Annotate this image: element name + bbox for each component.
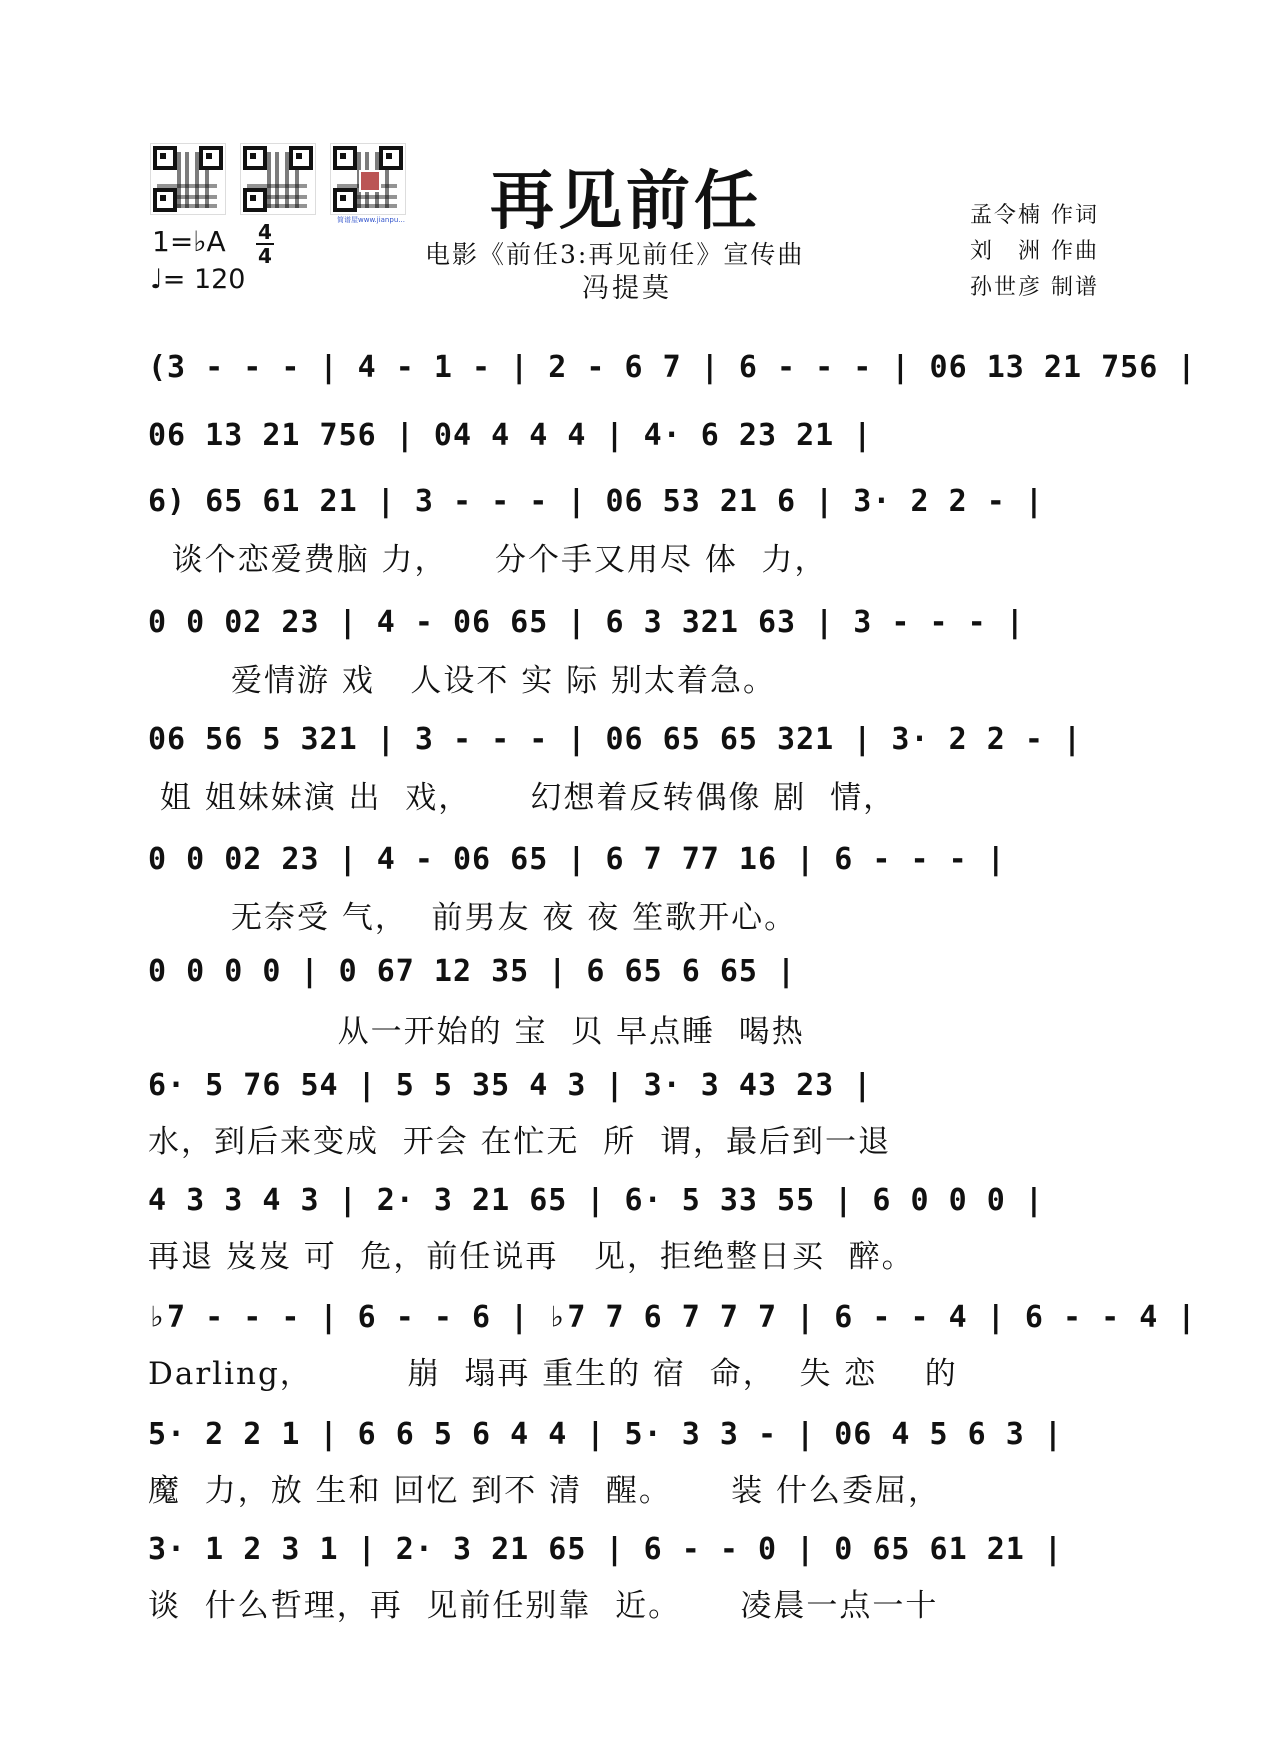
notes-line: 5· 2 2 1 | 6 6 5 6 4 4 | 5· 3 3 - | 06 4 5 6 3 | xyxy=(148,1417,1063,1452)
time-signature-top: 4 xyxy=(258,220,272,244)
notes-line: 0 0 0 0 | 0 67 12 35 | 6 65 6 65 | xyxy=(148,954,797,989)
lyrics-line: 魔 力，放 生和 回忆 到不 清 醒。 装 什么委屈， xyxy=(148,1473,941,1509)
subtitle: 电影《前任3:再见前任》宣传曲 xyxy=(425,240,805,269)
notes-line: 6) 65 61 21 | 3 - - - | 06 53 21 6 | 3· 2 2 - | xyxy=(148,484,1044,519)
lyrics-line: 谈 什么哲理，再 见前任别靠 近。 凌晨一点一十 xyxy=(148,1588,939,1624)
lyrics-line: 爱情游 戏 人设不 实 际 别太着急。 xyxy=(148,663,776,699)
page-title: 再见前任 xyxy=(490,165,762,239)
lyrics-line: 谈个恋爱费脑 力， 分个手又用尽 体 力， xyxy=(148,542,828,578)
lyrics-line: 水，到后来变成 开会 在忙无 所 谓，最后到一退 xyxy=(148,1124,891,1160)
notes-line: (3 - - - | 4 - 1 - | 2 - 6 7 | 6 - - - | 06 13 21 756 | xyxy=(148,350,1197,385)
qr-code-2[interactable] xyxy=(240,143,316,215)
arranger: 孙世彦 制谱 xyxy=(970,275,1099,300)
lyrics-line: Darling， 崩 塌再 重生的 宿 命， 失 恋 的 xyxy=(148,1356,958,1392)
time-signature xyxy=(256,222,274,266)
notes-line: 0 0 02 23 | 4 - 06 65 | 6 7 77 16 | 6 - - - | xyxy=(148,842,1006,877)
lyricist: 孟令楠 作词 xyxy=(970,203,1099,228)
lyrics-line: 姐 姐妹妹演 出 戏， 幻想着反转偶像 剧 情， xyxy=(148,780,897,816)
notes-line: 06 13 21 756 | 04 4 4 4 | 4· 6 23 21 | xyxy=(148,418,873,453)
singer: 冯提莫 xyxy=(582,273,672,304)
qr-code-3[interactable] xyxy=(330,143,406,215)
tempo: ♩= 120 xyxy=(150,264,246,295)
lyrics-line: 无奈受 气， 前男友 夜 夜 笙歌开心。 xyxy=(148,900,798,936)
lyrics-line: 再退 岌岌 可 危，前任说再 见，拒绝整日买 醉。 xyxy=(148,1239,915,1275)
credits xyxy=(970,198,1099,306)
qr-code-1[interactable] xyxy=(150,143,226,215)
notes-line: 4 3 3 4 3 | 2· 3 21 65 | 6· 5 33 55 | 6 0 0 0 | xyxy=(148,1183,1044,1218)
notes-line: 0 0 02 23 | 4 - 06 65 | 6 3 321 63 | 3 - - - | xyxy=(148,605,1025,640)
qr-logo-icon xyxy=(359,170,381,192)
notes-line: ♭7 - - - | 6 - - 6 | ♭7 7 6 7 7 7 | 6 - - 4 | 6 - - 4 | xyxy=(148,1300,1197,1335)
lyrics-line: 从一开始的 宝 贝 早点睡 喝热 xyxy=(148,1014,805,1050)
time-signature-bottom: 4 xyxy=(258,244,272,268)
key-signature: 1=♭A xyxy=(152,225,226,258)
notes-line: 06 56 5 321 | 3 - - - | 06 65 65 321 | 3· 2 2 - | xyxy=(148,722,1083,757)
qr-caption: 简谱屋www.jianpu... xyxy=(337,216,405,224)
notes-line: 3· 1 2 3 1 | 2· 3 21 65 | 6 - - 0 | 0 65 61 21 | xyxy=(148,1532,1063,1567)
notes-line: 6· 5 76 54 | 5 5 35 4 3 | 3· 3 43 23 | xyxy=(148,1068,873,1103)
composer: 刘 洲 作曲 xyxy=(970,239,1099,264)
